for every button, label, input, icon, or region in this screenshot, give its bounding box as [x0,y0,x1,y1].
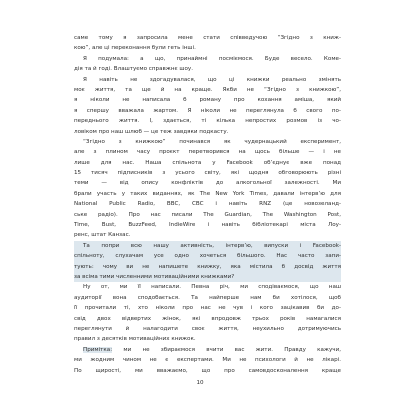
body-text [74,33,341,376]
text-line: але з плином часу проєкт перетворився на щось більше — і не [74,149,341,156]
highlighted-word: Примітка: [83,346,113,353]
text-line: я спершу вважала жартом. Я ніколи не переглянула б свого по- [74,107,341,114]
text-line: ське радіо). Про нас писали The Guardian, The Washington Post, [74,211,341,218]
text-line: моє життя, та ще й на краще. Якби не “Згідно з книжкою”, [74,86,341,93]
text-line: ренс, штат Канзас. [74,232,131,239]
text-line: “Згідно з книжкою” починався як чудернацький експеримент, [83,138,341,145]
text-line: Я навіть не здогадувалася, що ці книжки реально змінять [83,76,341,83]
text-line: за всіма тими численними мотиваційними книжками? [74,272,341,282]
text-line: брали участь у таких виданнях, як The New York Times, давали інтерв’ю для [74,190,341,197]
text-line: я ніколи не написала б роману про кохання аміша, який [74,97,341,104]
text-line: National Public Radio, BBC, CBC і навіть RNZ (це новозеланд- [74,201,341,208]
text-line: саме тому я запросила мене стати співведучою “Згідно з книж- [74,35,341,41]
text-line: ми жодним чином не є експертами. Ми не психологи й не лікарі. [74,357,341,364]
text-line: кою”, але ці переконання були геть інші. [74,45,196,52]
text-line: Time, Bust, BuzzFeed, IndieWire і навіть бібліотекарі міста Лоу- [74,222,341,229]
text-line: Та попри всю нашу активність, інтерв’ю, випуски і Facebook- [74,241,341,251]
text-line: Ну от, ми її написали. Певна річ, ми сподіваємося, що наш [83,284,341,291]
text-line: переглянути й налагодити своє життя, неухильно дотримуючись [74,325,341,332]
text-line: переднього життя. І, здається, ті кілька непростих розмов із чо- [74,118,341,125]
text-line: теми — від опису конфліктів до алкогольної залежності. Ми [74,180,341,187]
text-line: тують: чому ви не напишете книжку, яка містила б досвід життя [74,262,341,272]
text-line: 15 тисяч підписників з усього світу, які щодня обговорюють різні [74,170,341,177]
text-line: правил з десятків мотиваційних книжок. [74,336,196,343]
text-line: Я подумала: а що, принаймні посміємося. Буде весело. Коме- [83,55,341,62]
page-number: 10 [196,380,204,386]
text-line: Примітка: ми не збираємося вчити вас жити. Правду кажучи, [83,346,341,353]
text-line: спільноту, слухачам усе одно хочеться більшого. Нас часто запи- [74,251,341,261]
text-line: її прочитали ті, хто ніколи про нас не чув і кого зацікавив би до- [74,305,341,312]
text-line: свід двох відвертих жінок, які впродовж трьох років намагалися [74,315,341,322]
text-line: ловіком про наш шлюб — це теж завдяки подкасту. [74,128,229,135]
text-line: дія та й годі. Влаштуємо справжнє шоу. [74,66,193,73]
text-line: аудиторії вона сподобається. Та найперше нам би хотілося, щоб [74,294,341,301]
text-line: лише для нас. Наша спільнота у Facebook об’єднує вже понад [74,159,341,166]
text-line: По щирості, ми вважаємо, що про самовдосконалення краще [74,367,341,374]
